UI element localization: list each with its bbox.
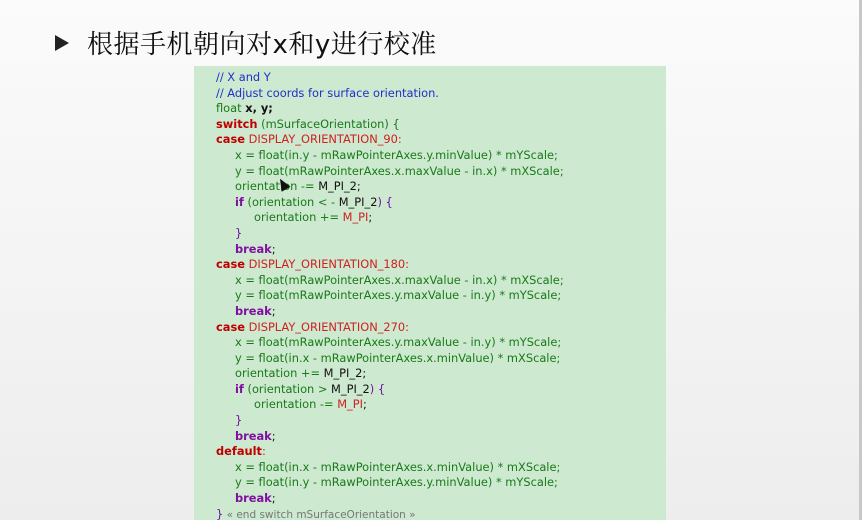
colon: : bbox=[405, 319, 409, 334]
code-line bbox=[216, 382, 666, 398]
comment: // Adjust coords for surface orientation. bbox=[216, 85, 439, 100]
statement: orientation += bbox=[235, 366, 324, 381]
code-line bbox=[216, 491, 666, 507]
brace: } bbox=[235, 413, 243, 428]
case-constant: DISPLAY_ORIENTATION_270 bbox=[248, 319, 406, 334]
semicolon: ; bbox=[362, 397, 367, 412]
brace: } bbox=[216, 506, 224, 520]
slide-title bbox=[55, 22, 437, 62]
statement: x = float(in.x - mRawPointerAxes.x.minValue) * mXScale; bbox=[235, 459, 561, 474]
colon: : bbox=[405, 257, 409, 272]
constant: M_PI bbox=[342, 210, 369, 225]
brace: ) { bbox=[369, 381, 386, 396]
statement: x = float(mRawPointerAxes.x.maxValue - in.x) * mXScale; bbox=[235, 272, 564, 287]
brace: } bbox=[235, 225, 243, 240]
keyword-float: float bbox=[216, 101, 242, 116]
code-line bbox=[216, 210, 666, 226]
keyword-default: default bbox=[216, 444, 262, 459]
code-line bbox=[216, 273, 666, 289]
code-line bbox=[216, 335, 666, 351]
statement: orientation += bbox=[254, 210, 343, 225]
bullet-arrow-icon bbox=[55, 35, 69, 51]
condition: (orientation > bbox=[247, 381, 332, 396]
code-line bbox=[216, 117, 666, 133]
keyword-if: if bbox=[235, 381, 244, 396]
code-line bbox=[216, 70, 666, 86]
keyword-case: case bbox=[216, 132, 245, 147]
end-switch-comment: « end switch mSurfaceOrientation » bbox=[223, 508, 416, 520]
code-line bbox=[216, 101, 666, 117]
code-line bbox=[216, 460, 666, 476]
constant: M_PI_2 bbox=[318, 179, 357, 194]
semicolon: ; bbox=[368, 210, 373, 225]
statement: y = float(mRawPointerAxes.y.maxValue - in.y) * mYScale; bbox=[235, 288, 562, 303]
code-line bbox=[216, 242, 666, 258]
code-line bbox=[216, 475, 666, 491]
statement: y = float(in.x - mRawPointerAxes.x.minValue) * mXScale; bbox=[235, 350, 561, 365]
colon: : bbox=[397, 132, 402, 147]
statement: y = float(in.y - mRawPointerAxes.y.minValue) * mYScale; bbox=[235, 475, 558, 490]
code-line bbox=[216, 226, 666, 242]
slide-title-text: 根据手机朝向对x和y进行校准 bbox=[87, 29, 437, 60]
switch-expression: (mSurfaceOrientation) { bbox=[261, 116, 400, 131]
case-constant: DISPLAY_ORIENTATION_90 bbox=[248, 132, 398, 147]
code-line bbox=[216, 288, 666, 304]
code-line bbox=[216, 429, 666, 445]
statement: x = float(in.y - mRawPointerAxes.y.minValue) * mYScale; bbox=[235, 147, 558, 162]
statement: orientation -= bbox=[254, 397, 338, 412]
constant: M_PI_2 bbox=[338, 194, 378, 209]
keyword-if: if bbox=[235, 194, 244, 209]
code-line bbox=[216, 444, 666, 460]
keyword-switch: switch bbox=[216, 116, 258, 131]
keyword-break: break bbox=[235, 428, 272, 443]
code-line bbox=[216, 86, 666, 102]
condition: (orientation < - bbox=[247, 194, 339, 209]
keyword-break: break bbox=[235, 491, 272, 506]
comment: // X and Y bbox=[216, 70, 271, 84]
semicolon: ; bbox=[271, 491, 276, 506]
code-line bbox=[216, 413, 666, 429]
code-line bbox=[216, 195, 666, 211]
code-line bbox=[216, 507, 666, 520]
code-line bbox=[216, 397, 666, 413]
constant: M_PI bbox=[337, 397, 363, 412]
semicolon: ; bbox=[356, 179, 361, 194]
semicolon: ; bbox=[271, 241, 276, 256]
code-line bbox=[216, 132, 666, 148]
variables: x, y bbox=[245, 101, 269, 116]
semicolon: ; bbox=[268, 101, 273, 116]
brace: ) { bbox=[377, 194, 393, 209]
code-line bbox=[216, 304, 666, 320]
statement: y = float(mRawPointerAxes.x.maxValue - in.x) * mXScale; bbox=[235, 163, 564, 178]
code-line bbox=[216, 320, 666, 336]
keyword-break: break bbox=[235, 241, 272, 256]
keyword-break: break bbox=[235, 303, 272, 318]
constant: M_PI_2 bbox=[323, 366, 363, 381]
case-constant: DISPLAY_ORIENTATION_180 bbox=[248, 257, 406, 272]
keyword-case: case bbox=[216, 319, 245, 334]
code-line bbox=[216, 351, 666, 367]
code-block bbox=[194, 66, 666, 520]
statement: orientation -= bbox=[235, 179, 319, 194]
code-line bbox=[216, 148, 666, 164]
keyword-case: case bbox=[216, 257, 245, 272]
semicolon: ; bbox=[362, 366, 367, 381]
code-line bbox=[216, 257, 666, 273]
constant: M_PI_2 bbox=[331, 381, 370, 396]
statement: x = float(mRawPointerAxes.y.maxValue - in.y) * mYScale; bbox=[235, 335, 562, 350]
semicolon: ; bbox=[271, 428, 276, 443]
semicolon: ; bbox=[271, 303, 276, 318]
code-line bbox=[216, 366, 666, 382]
colon: : bbox=[261, 444, 266, 459]
